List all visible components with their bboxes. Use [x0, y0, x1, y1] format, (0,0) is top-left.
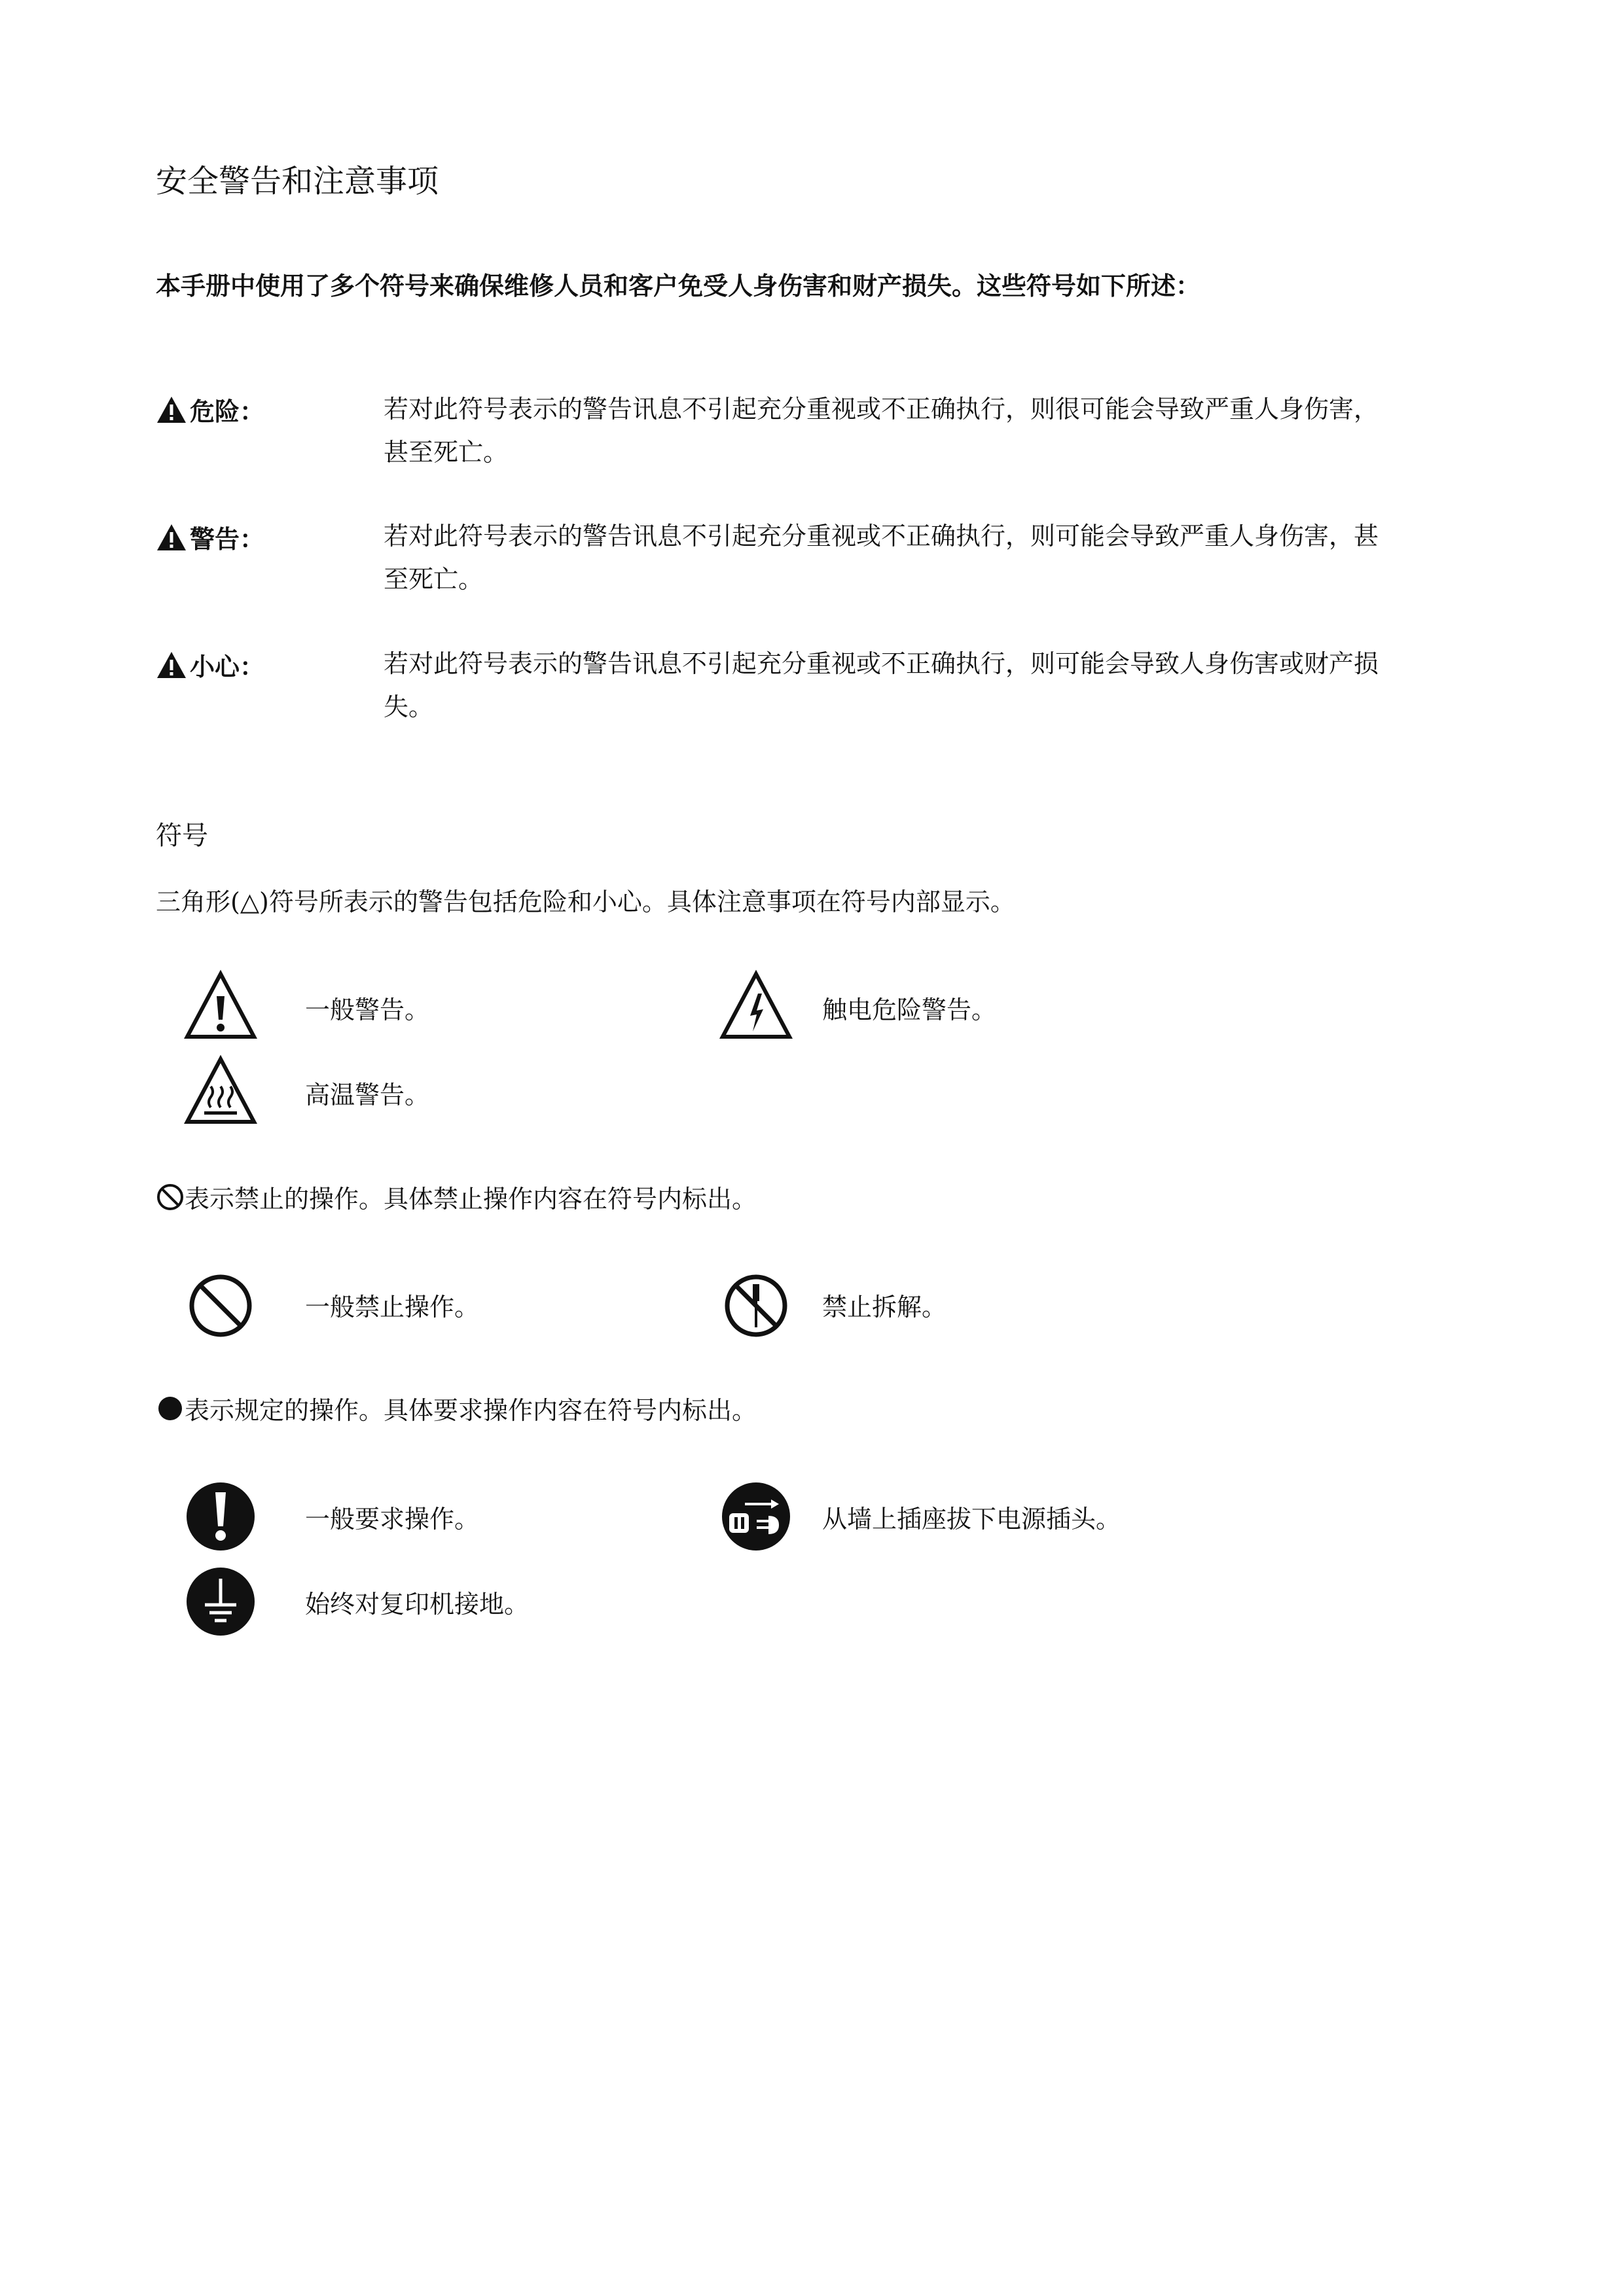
- no-disassembly-icon: [719, 1268, 793, 1343]
- symbols-section-title: 符号: [156, 821, 208, 851]
- prohibit-description: 表示禁止的操作。具体禁止操作内容在符号内标出。: [156, 1179, 757, 1215]
- no-disassembly-label: 禁止拆解。: [822, 1293, 947, 1321]
- prohibition-icon: [156, 1183, 185, 1211]
- ground-icon: [183, 1564, 258, 1639]
- high-temperature-warning-icon: [183, 1054, 258, 1128]
- warning-triangle-icon: [156, 651, 187, 679]
- warning-description: 若对此符号表示的警告讯息不引起充分重视或不正确执行，则可能会导致严重人身伤害，甚 至死亡。: [384, 522, 1379, 594]
- general-warning-icon: [183, 969, 258, 1043]
- general-required-action-icon: [183, 1479, 258, 1554]
- triangle-description: 三角形(△)符号所表示的警告包括危险和小心。具体注意事项在符号内部显示。: [156, 888, 1015, 916]
- general-prohibition-icon: [183, 1268, 258, 1343]
- required-description: 表示规定的操作。具体要求操作内容在符号内标出。: [156, 1390, 757, 1426]
- page-title: 安全警告和注意事项: [156, 163, 439, 200]
- general-warning-label: 一般警告。: [305, 996, 430, 1024]
- caution-description: 若对此符号表示的警告讯息不引起充分重视或不正确执行，则可能会导致人身伤害或财产损 失。: [384, 649, 1379, 721]
- warning-label: 警告：: [156, 519, 264, 555]
- danger-description: 若对此符号表示的警告讯息不引起充分重视或不正确执行，则很可能会导致严重人身伤害， 甚至死亡。: [384, 395, 1379, 467]
- danger-label: 危险：: [156, 391, 264, 427]
- unplug-power-label: 从墙上插座拔下电源插头。: [822, 1505, 1121, 1534]
- general-required-action-label: 一般要求操作。: [305, 1505, 480, 1534]
- warning-triangle-icon: [156, 395, 187, 424]
- electric-shock-warning-label: 触电危险警告。: [822, 996, 997, 1024]
- high-temperature-warning-label: 高温警告。: [305, 1081, 430, 1109]
- unplug-power-icon: [719, 1479, 793, 1554]
- ground-label: 始终对复印机接地。: [305, 1590, 530, 1619]
- warning-triangle-icon: [156, 523, 187, 552]
- electric-shock-warning-icon: [719, 969, 793, 1043]
- general-prohibition-label: 一般禁止操作。: [305, 1293, 480, 1321]
- caution-label: 小心：: [156, 647, 264, 683]
- required-action-dot-icon: [156, 1394, 185, 1423]
- intro-text: 本手册中使用了多个符号来确保维修人员和客户免受人身伤害和财产损失。这些符号如下所述：: [156, 272, 1201, 300]
